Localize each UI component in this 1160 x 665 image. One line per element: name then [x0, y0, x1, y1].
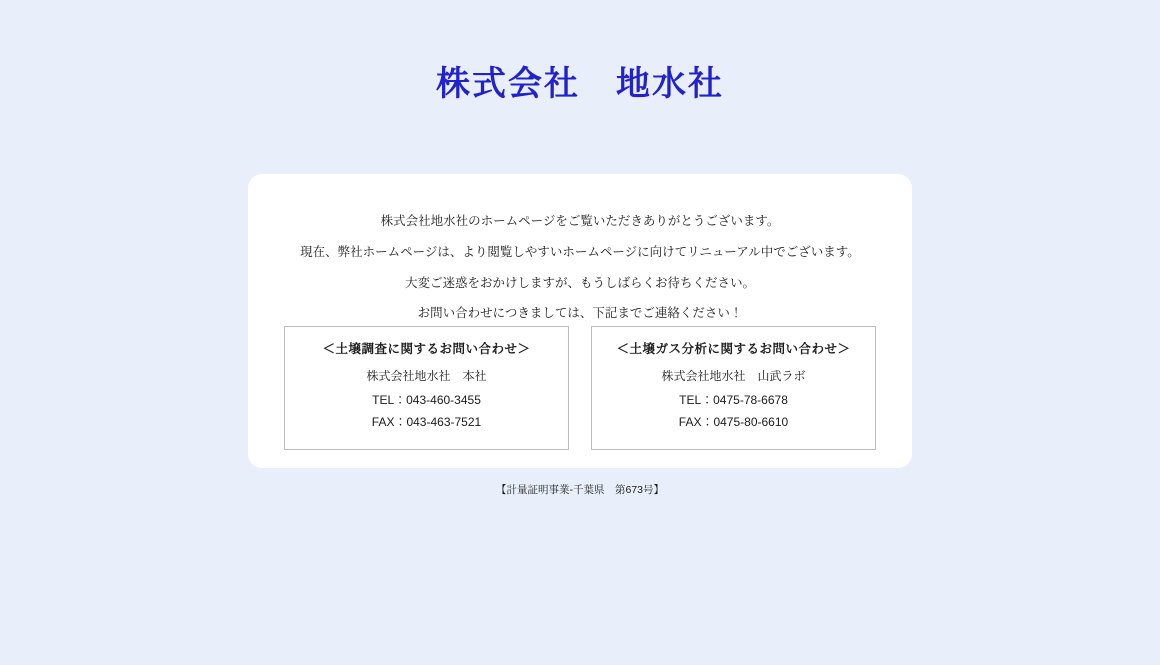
intro-line-4: お問い合わせにつきましては、下記までご連絡ください！	[417, 306, 743, 321]
contact-title: ＜土壌調査に関するお問い合わせ＞	[322, 342, 531, 356]
page-title: 株式会社 地水社	[436, 65, 724, 103]
intro-line-1: 株式会社地水社のホームページをご覧いただきありがとうございます。	[380, 214, 780, 228]
notice-card	[248, 174, 912, 468]
contact-tel: TEL：043-460-3455	[372, 393, 481, 407]
contact-title: ＜土壌ガス分析に関するお問い合わせ＞	[616, 342, 851, 356]
contact-fax: FAX：0475-80-6610	[678, 415, 789, 429]
intro-line-3: 大変ご迷惑をおかけしますが、もうしばらくお待ちください。	[404, 275, 755, 290]
intro-text-block	[248, 174, 912, 323]
contact-box-soil-survey	[284, 326, 569, 450]
intro-line-2: 現在、弊社ホームページは、より閲覧しやすいホームページに向けてリニューアル中でございます。	[300, 244, 860, 259]
contact-box-soil-gas-analysis	[591, 326, 876, 450]
contact-boxes	[284, 326, 876, 450]
contact-tel: TEL：0475-78-6678	[679, 393, 788, 407]
certification-note: 【計量証明事業-千葉県 第673号】	[495, 484, 664, 496]
contact-fax: FAX：043-463-7521	[371, 415, 482, 429]
contact-organization: 株式会社地水社 本社	[366, 369, 487, 383]
contact-organization: 株式会社地水社 山武ラボ	[661, 369, 806, 383]
